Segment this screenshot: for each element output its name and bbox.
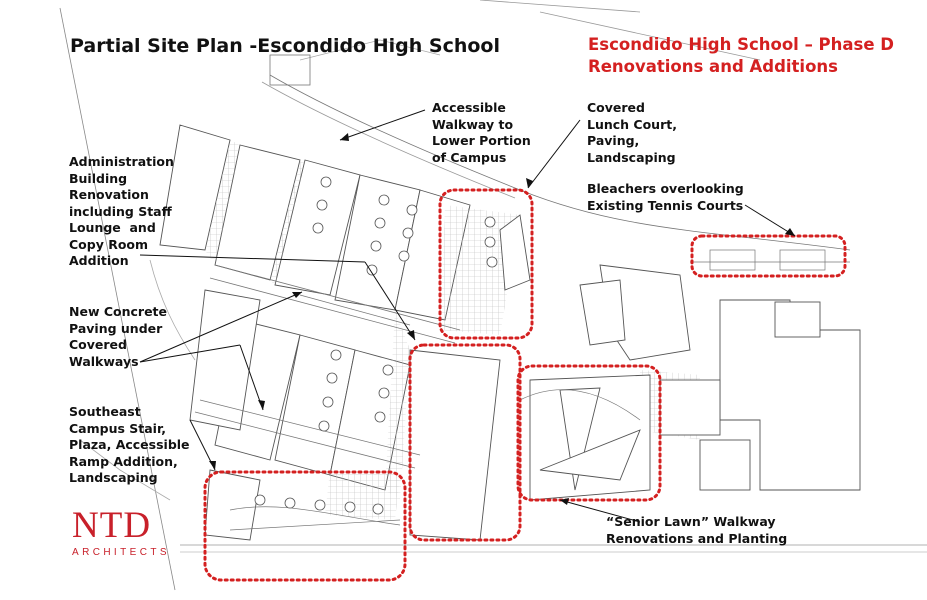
logo-mark: NTD — [72, 505, 152, 546]
label-lunch-court: Covered Lunch Court, Paving, Landscaping — [587, 100, 677, 165]
phase-line-2: Renovations and Additions — [588, 57, 838, 76]
label-senior-lawn: “Senior Lawn” Walkway Renovations and Planting — [606, 514, 788, 546]
label-southeast-stair: Southeast Campus Stair, Plaza, Accessible Ramp Addition, Landscaping — [69, 404, 190, 485]
page-title: Partial Site Plan -Escondido High School — [70, 35, 500, 57]
label-bleachers: Bleachers overlooking Existing Tennis Courts — [587, 181, 744, 213]
phase-heading — [588, 34, 894, 78]
phase-line-1: Escondido High School – Phase D — [588, 35, 894, 54]
logo-subtitle: ARCHITECTS — [72, 547, 170, 558]
label-concrete-paving: New Concrete Paving under Covered Walkways — [69, 304, 168, 369]
ntd-logo — [72, 507, 170, 558]
label-accessible-walkway: Accessible Walkway to Lower Portion of Campus — [432, 100, 531, 165]
label-admin-building: Administration Building Renovation including Staff Lounge and Copy Room Addition — [69, 154, 174, 268]
